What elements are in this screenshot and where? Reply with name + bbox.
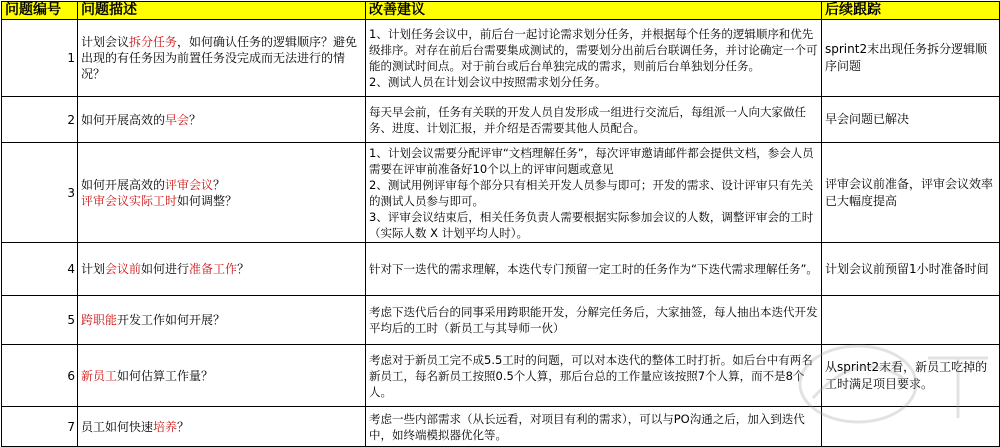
- table-row: [2, 407, 1000, 447]
- follow-up-cell[interactable]: 从sprint2末看，新员工吃掉的工时满足项目要求。: [822, 345, 1000, 407]
- highlighted-keyword: 跨职能: [81, 313, 118, 327]
- suggestion-line: 考虑下迭代后台的同事采用跨职能开发，分解完任务后，大家抽签，每人抽出本迭代开发平均后的工时（新员工与其导师一伙）: [369, 305, 818, 335]
- issue-number-cell[interactable]: 7: [2, 407, 78, 447]
- issue-number-cell[interactable]: 4: [2, 243, 78, 296]
- follow-up-cell[interactable]: 早会问题已解决: [822, 97, 1000, 143]
- description-text: ？: [213, 177, 226, 192]
- description-text: 如何进行: [141, 262, 190, 276]
- highlighted-keyword: 培养: [153, 419, 178, 434]
- header-row: [2, 2, 1000, 20]
- suggestion-line: 2、测试用例评审每个部分只有相关开发人员参与即可；开发的需求、设计评审只有先关的测试人员参与即可。: [369, 177, 814, 208]
- header-issue-description[interactable]: 问题描述: [78, 2, 366, 20]
- issue-table: [1, 1, 1000, 447]
- suggestion-line: 3、评审会议结束后，相关任务负责人需要根据实际参加会议的人数，调整评审会的工时（实际人数 X 计划平均人时）。: [369, 209, 814, 240]
- improvement-suggestion-cell[interactable]: [366, 143, 822, 243]
- issue-number-cell[interactable]: 2: [2, 97, 78, 143]
- description-text: ，如何确认任务的逻辑顺序？避免出现的有任务因为前置任务没完成而无法进行的情况？: [81, 35, 358, 81]
- header-issue-number[interactable]: 问题编号: [2, 2, 78, 20]
- follow-up-cell[interactable]: 计划会议前预留1小时准备时间: [822, 243, 1000, 296]
- highlighted-keyword: 早会: [165, 112, 190, 127]
- highlighted-keyword: 评审会议: [165, 177, 214, 192]
- description-text: 计划: [81, 262, 106, 276]
- suggestion-line: 考虑对于新员工完不成5.5工时的问题，可以对本迭代的整体工时打折。如后台中有两名新员工，每名新员工按照0.5个人算，那后台总的工作量应该按照7个人算，而不是8个人。: [369, 352, 813, 399]
- description-text: 如何开展高效的: [81, 177, 166, 192]
- table-row: [2, 296, 1000, 345]
- highlighted-keyword: 准备工作: [189, 262, 238, 276]
- table-row: [2, 143, 1000, 243]
- follow-up-cell[interactable]: [822, 407, 1000, 447]
- description-text: ？: [189, 112, 202, 127]
- spreadsheet: [0, 1, 1000, 442]
- highlighted-keyword: 拆分任务: [129, 35, 178, 49]
- issue-description-cell[interactable]: [78, 97, 366, 143]
- issue-description-cell[interactable]: [78, 296, 366, 345]
- suggestion-line: 考虑一些内部需求（从长远看，对项目有利的需求），可以与PO沟通之后，加入到迭代中，如终端模拟器优化等。: [369, 411, 805, 442]
- follow-up-cell[interactable]: sprint2末出现任务拆分逻辑顺序问题: [822, 20, 1000, 97]
- issue-description-cell[interactable]: [78, 143, 366, 243]
- suggestion-line: 1、计划任务会议中，前后台一起讨论需求划分任务，并根据每个任务的逻辑顺序和优先级排序。对存在前后台需要集成测试的，需要划分出前后台联调任务，并讨论确定一个可能的测试时间点。对于前台或后台单独完成的需求，则前后台单独划分任务。: [369, 27, 818, 73]
- description-text: 如何估算工作量？: [117, 368, 214, 383]
- suggestion-line: 针对下一迭代的需求理解，本迭代专门预留一定工时的任务作为“下迭代需求理解任务”。: [369, 262, 818, 276]
- table-row: [2, 97, 1000, 143]
- issue-number-cell[interactable]: 1: [2, 20, 78, 97]
- table-row: [2, 20, 1000, 97]
- description-text: 计划会议: [81, 35, 130, 49]
- improvement-suggestion-cell[interactable]: [366, 407, 822, 447]
- suggestion-line: 2、测试人员在计划会议中按照需求划分任务。: [369, 75, 607, 89]
- description-text: 员工如何快速: [81, 419, 154, 434]
- description-text: ？: [237, 262, 250, 276]
- improvement-suggestion-cell[interactable]: [366, 345, 822, 407]
- highlighted-keyword: 会议前: [105, 262, 142, 276]
- follow-up-cell[interactable]: [822, 296, 1000, 345]
- description-text: 开发工作如何开展？: [117, 313, 226, 327]
- issue-description-cell[interactable]: [78, 345, 366, 407]
- improvement-suggestion-cell[interactable]: [366, 20, 822, 97]
- issue-number-cell[interactable]: 6: [2, 345, 78, 407]
- improvement-suggestion-cell[interactable]: [366, 296, 822, 345]
- description-text: 如何调整？: [177, 193, 238, 208]
- issue-number-cell[interactable]: 3: [2, 143, 78, 243]
- table-row: [2, 345, 1000, 407]
- header-improvement-suggestion[interactable]: 改善建议: [366, 2, 822, 20]
- highlighted-keyword: 新员工: [81, 368, 118, 383]
- table-row: [2, 243, 1000, 296]
- issue-description-cell[interactable]: [78, 20, 366, 97]
- follow-up-cell[interactable]: 评审会议前准备，评审会议效率已大幅度提高: [822, 143, 1000, 243]
- suggestion-line: 1、计划会议需要分配评审“文档理解任务”，每次评审邀请邮件都会提供文档，参会人员需要在评审前准备好10个以上的评审问题或意见: [369, 145, 814, 176]
- issue-description-cell[interactable]: [78, 243, 366, 296]
- issue-description-cell[interactable]: [78, 407, 366, 447]
- suggestion-line: 每天早会前，任务有关联的开发人员自发形成一组进行交流后，每组派一人向大家做任务、进度、计划汇报，并介绍是否需要其他人员配合。: [369, 104, 806, 135]
- improvement-suggestion-cell[interactable]: [366, 97, 822, 143]
- header-follow-up[interactable]: 后续跟踪: [822, 2, 1000, 20]
- description-text: 如何开展高效的: [81, 112, 166, 127]
- improvement-suggestion-cell[interactable]: [366, 243, 822, 296]
- issue-number-cell[interactable]: 5: [2, 296, 78, 345]
- description-text: ？: [177, 419, 190, 434]
- highlighted-keyword: 评审会议实际工时: [81, 193, 178, 208]
